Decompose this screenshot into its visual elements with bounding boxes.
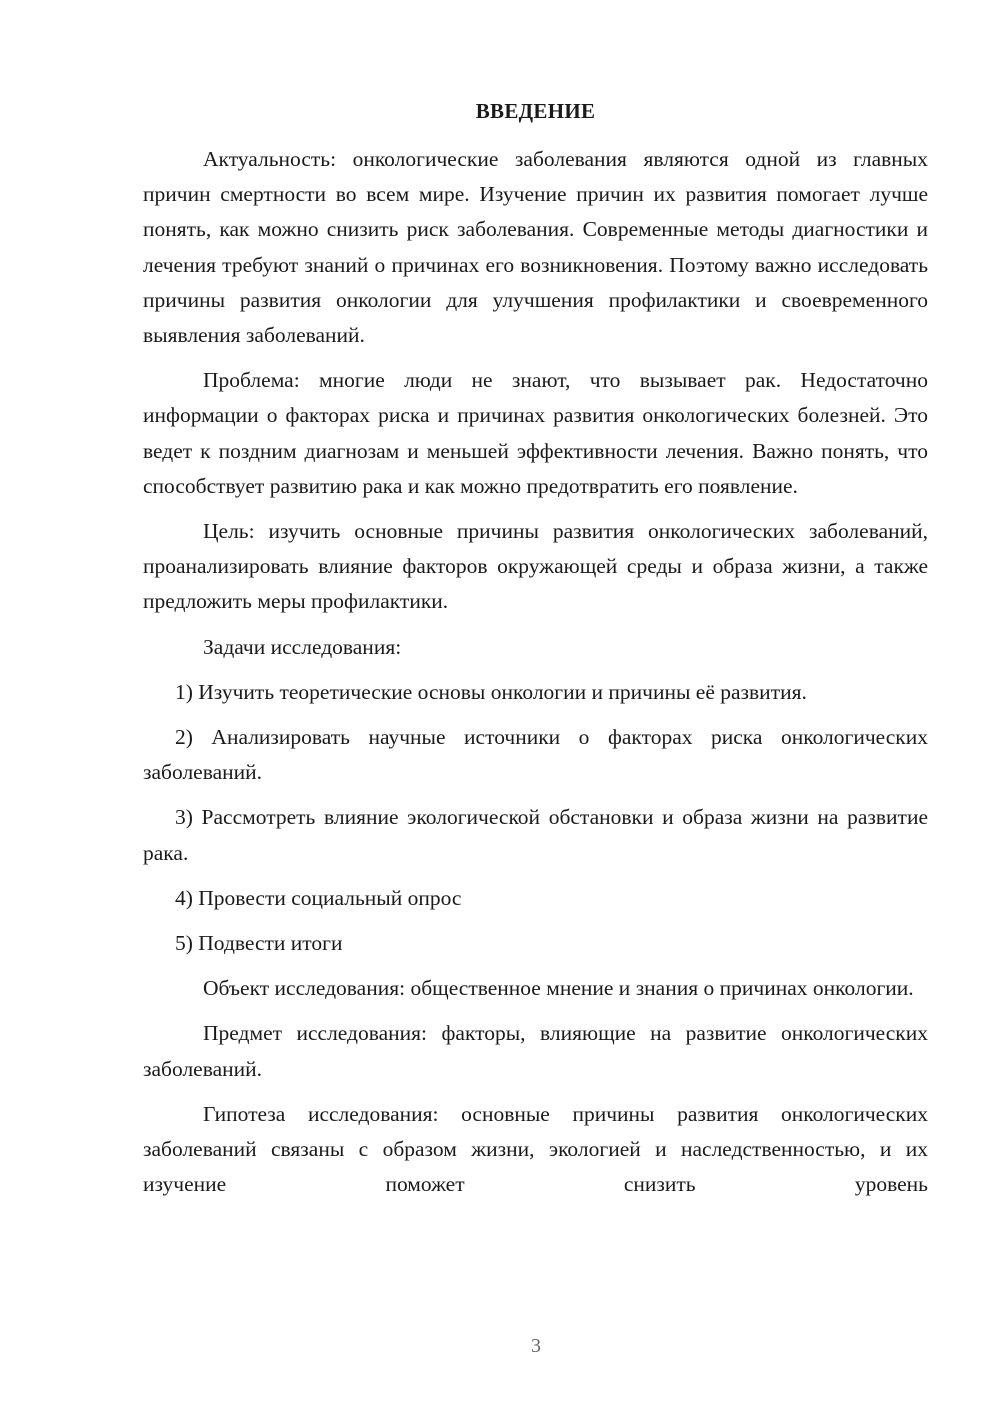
task-item-2: 2) Анализировать научные источники о факторах риска онкологических заболеваний.: [143, 725, 928, 785]
task-item-4: 4) Провести социальный опрос: [175, 885, 462, 910]
paragraph-tasks-heading: Задачи исследования:: [203, 634, 402, 659]
page-number: 3: [531, 1335, 541, 1357]
paragraph-hypothesis: Гипотеза исследования: основные причины развития онкологических заболеваний связаны с образом жизни, экологией и наследственностью, и их изучение поможет снизить уровень: [143, 1101, 928, 1197]
task-item-1: 1) Изучить теоретические основы онкологии и причины её развития.: [175, 679, 807, 704]
document-body: [143, 142, 928, 1202]
page-title: ВВЕДЕНИЕ: [475, 99, 596, 123]
paragraph-subject: Предмет исследования: факторы, влияющие на развитие онкологических заболеваний.: [143, 1021, 928, 1081]
paragraph-goal: Цель: изучить основные причины развития онкологических заболеваний, проанализировать влияние факторов окружающей среды и образа жизни, а также предложить меры профилактики.: [143, 519, 928, 614]
paragraph-relevance: Актуальность: онкологические заболевания являются одной из главных причин смертности во всем мире. Изучение причин их развития помогает лучше понять, как можно снизить риск заболевания. Современные методы диагностики и лечения требуют знаний о причинах его возникновения. Поэтому важно исследовать причины развития онкологии для улучшения профилактики и своевременного выявления заболеваний.: [143, 147, 928, 348]
task-item-3: 3) Рассмотреть влияние экологической обстановки и образа жизни на развитие рака.: [143, 805, 928, 865]
task-item-5: 5) Подвести итоги: [175, 931, 343, 956]
paragraph-problem: Проблема: многие люди не знают, что вызывает рак. Недостаточно информации о факторах риска и причинах развития онкологических болезней. Это ведет к поздним диагнозам и меньшей эффективности лечения. Важно понять, что способствует развитию рака и как можно предотвратить его появление.: [143, 368, 928, 498]
paragraph-object: Объект исследования: общественное мнение и знания о причинах онкологии.: [203, 976, 914, 1001]
